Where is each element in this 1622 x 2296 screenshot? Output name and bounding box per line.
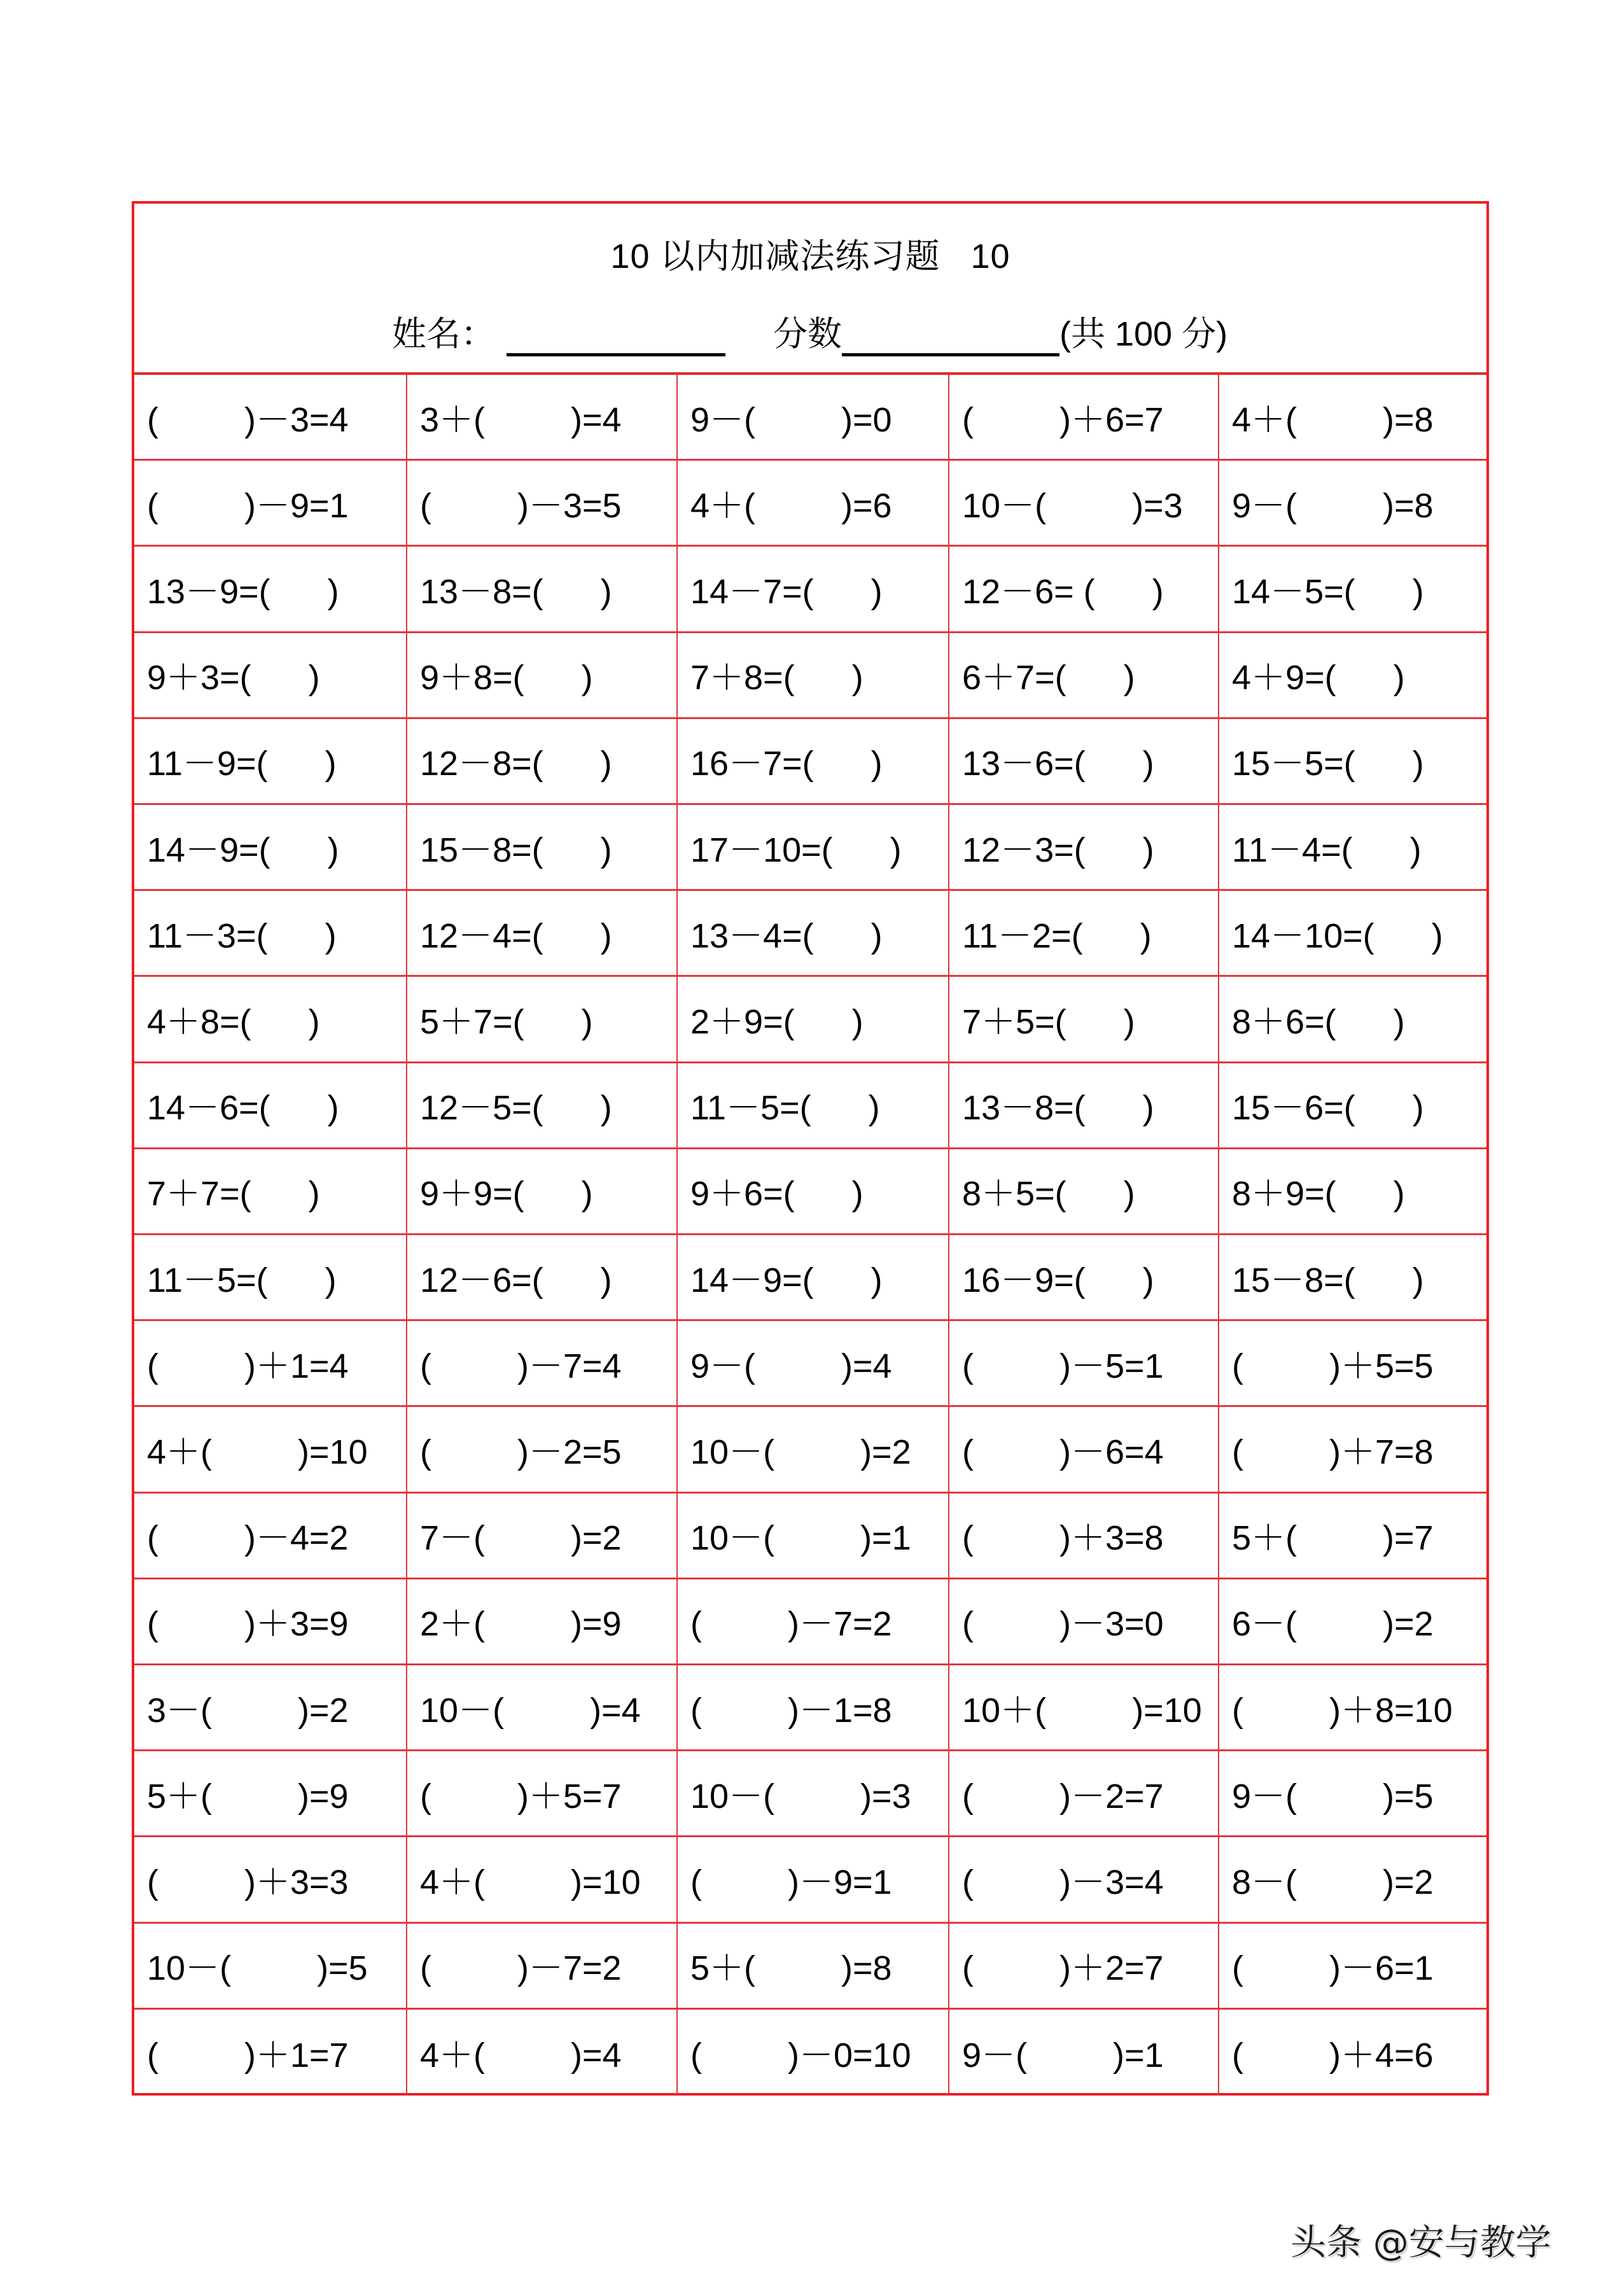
problem-cell[interactable]: 15－6=( ) bbox=[1219, 1063, 1486, 1149]
problem-cell[interactable]: ( )＋1=7 bbox=[134, 2010, 407, 2096]
problem-cell[interactable]: 11－4=( ) bbox=[1219, 805, 1486, 891]
problem-cell[interactable]: 9＋6=( ) bbox=[678, 1149, 949, 1235]
problem-cell[interactable]: 13－6=( ) bbox=[949, 719, 1219, 805]
problem-cell[interactable]: 9－( )=1 bbox=[949, 2010, 1219, 2096]
problem-cell[interactable]: ( )－6=4 bbox=[949, 1407, 1219, 1493]
problem-cell[interactable]: 14－6=( ) bbox=[134, 1063, 407, 1149]
problem-cell[interactable]: ( )－3=5 bbox=[407, 461, 678, 547]
problem-cell[interactable]: ( )＋2=7 bbox=[949, 1924, 1219, 2010]
problem-cell[interactable]: 5＋( )=9 bbox=[134, 1751, 407, 1837]
problem-cell[interactable]: 11－9=( ) bbox=[134, 719, 407, 805]
problem-cell[interactable]: 16－9=( ) bbox=[949, 1235, 1219, 1321]
problem-cell[interactable]: 9＋8=( ) bbox=[407, 633, 678, 719]
problem-cell[interactable]: ( )－3=4 bbox=[949, 1837, 1219, 1923]
problem-cell[interactable]: ( )＋3=3 bbox=[134, 1837, 407, 1923]
problem-cell[interactable]: ( )＋6=7 bbox=[949, 375, 1219, 461]
problem-cell[interactable]: ( )－5=1 bbox=[949, 1321, 1219, 1407]
problem-cell[interactable]: 10－( )=5 bbox=[134, 1924, 407, 2010]
problem-cell[interactable]: 12－4=( ) bbox=[407, 891, 678, 977]
problem-cell[interactable]: ( )－3=0 bbox=[949, 1579, 1219, 1665]
problem-cell[interactable]: 15－8=( ) bbox=[407, 805, 678, 891]
problem-cell[interactable]: 2＋9=( ) bbox=[678, 977, 949, 1063]
problem-cell[interactable]: 7＋8=( ) bbox=[678, 633, 949, 719]
problem-cell[interactable]: 11－5=( ) bbox=[134, 1235, 407, 1321]
problem-cell[interactable]: ( )＋1=4 bbox=[134, 1321, 407, 1407]
problem-cell[interactable]: 14－5=( ) bbox=[1219, 547, 1486, 633]
problem-cell[interactable]: 11－5=( ) bbox=[678, 1063, 949, 1149]
problem-cell[interactable]: 3－( )=2 bbox=[134, 1665, 407, 1751]
problem-cell[interactable]: 15－5=( ) bbox=[1219, 719, 1486, 805]
total-score-label: (共 100 分) bbox=[1059, 315, 1228, 353]
problem-cell[interactable]: 4＋( )=6 bbox=[678, 461, 949, 547]
problem-cell[interactable]: 7－( )=2 bbox=[407, 1494, 678, 1579]
problem-grid bbox=[134, 375, 1486, 2096]
problem-cell[interactable]: 9＋3=( ) bbox=[134, 633, 407, 719]
problem-cell[interactable]: 10－( )=3 bbox=[949, 461, 1219, 547]
problem-cell[interactable]: 17－10=( ) bbox=[678, 805, 949, 891]
problem-cell[interactable]: 12－3=( ) bbox=[949, 805, 1219, 891]
name-blank-field[interactable] bbox=[507, 314, 725, 356]
problem-cell[interactable]: 16－7=( ) bbox=[678, 719, 949, 805]
problem-cell[interactable]: 4＋( )=10 bbox=[407, 1837, 678, 1923]
problem-cell[interactable]: 13－9=( ) bbox=[134, 547, 407, 633]
problem-cell[interactable]: 13－4=( ) bbox=[678, 891, 949, 977]
problem-cell[interactable]: 9－( )=8 bbox=[1219, 461, 1486, 547]
problem-cell[interactable]: 4＋9=( ) bbox=[1219, 633, 1486, 719]
problem-cell[interactable]: 11－3=( ) bbox=[134, 891, 407, 977]
score-blank-field[interactable] bbox=[842, 314, 1059, 356]
problem-cell[interactable]: 9－( )=5 bbox=[1219, 1751, 1486, 1837]
problem-cell[interactable]: 10－( )=2 bbox=[678, 1407, 949, 1493]
problem-cell[interactable]: ( )＋7=8 bbox=[1219, 1407, 1486, 1493]
problem-cell[interactable]: ( )－0=10 bbox=[678, 2010, 949, 2096]
problem-cell[interactable]: 14－10=( ) bbox=[1219, 891, 1486, 977]
problem-cell[interactable]: ( )－7=4 bbox=[407, 1321, 678, 1407]
problem-cell[interactable]: ( )－2=5 bbox=[407, 1407, 678, 1493]
problem-cell[interactable]: 13－8=( ) bbox=[949, 1063, 1219, 1149]
name-label: 姓名： bbox=[392, 315, 495, 353]
problem-cell[interactable]: 4＋8=( ) bbox=[134, 977, 407, 1063]
problem-cell[interactable]: ( )－7=2 bbox=[407, 1924, 678, 2010]
problem-cell[interactable]: ( )＋3=8 bbox=[949, 1494, 1219, 1579]
problem-cell[interactable]: 8－( )=2 bbox=[1219, 1837, 1486, 1923]
problem-cell[interactable]: 15－8=( ) bbox=[1219, 1235, 1486, 1321]
problem-cell[interactable]: 8＋6=( ) bbox=[1219, 977, 1486, 1063]
problem-cell[interactable]: 13－8=( ) bbox=[407, 547, 678, 633]
problem-cell[interactable]: ( )－9=1 bbox=[134, 461, 407, 547]
problem-cell[interactable]: 7＋7=( ) bbox=[134, 1149, 407, 1235]
problem-cell[interactable]: 4＋( )=8 bbox=[1219, 375, 1486, 461]
worksheet-title: 10 以内加减法练习题 10 bbox=[610, 237, 1010, 276]
problem-cell[interactable]: ( )＋5=7 bbox=[407, 1751, 678, 1837]
problem-cell[interactable]: 3＋( )=4 bbox=[407, 375, 678, 461]
problem-cell[interactable]: 10－( )=4 bbox=[407, 1665, 678, 1751]
problem-cell[interactable]: 10＋( )=10 bbox=[949, 1665, 1219, 1751]
problem-cell[interactable]: 4＋( )=10 bbox=[134, 1407, 407, 1493]
problem-cell[interactable]: 14－7=( ) bbox=[678, 547, 949, 633]
problem-cell[interactable]: ( )＋3=9 bbox=[134, 1579, 407, 1665]
problem-cell[interactable]: 12－5=( ) bbox=[407, 1063, 678, 1149]
problem-cell[interactable]: ( )－7=2 bbox=[678, 1579, 949, 1665]
problem-cell[interactable]: ( )－4=2 bbox=[134, 1494, 407, 1579]
worksheet-table bbox=[132, 201, 1489, 2096]
problem-cell[interactable]: 8＋9=( ) bbox=[1219, 1149, 1486, 1235]
student-info-line bbox=[392, 305, 1227, 356]
worksheet-header bbox=[134, 204, 1486, 375]
problem-cell[interactable]: ( )－3=4 bbox=[134, 375, 407, 461]
problem-cell[interactable]: 2＋( )=9 bbox=[407, 1579, 678, 1665]
problem-cell[interactable]: 9－( )=0 bbox=[678, 375, 949, 461]
watermark-text: 头条 @安与教学 bbox=[1290, 2222, 1551, 2264]
problem-cell[interactable]: ( )－6=1 bbox=[1219, 1924, 1486, 2010]
problem-cell[interactable]: ( )－9=1 bbox=[678, 1837, 949, 1923]
problem-cell[interactable]: 14－9=( ) bbox=[678, 1235, 949, 1321]
problem-cell[interactable]: ( )＋5=5 bbox=[1219, 1321, 1486, 1407]
problem-cell[interactable]: 6＋7=( ) bbox=[949, 633, 1219, 719]
problem-cell[interactable]: ( )－2=7 bbox=[949, 1751, 1219, 1837]
problem-cell[interactable]: 10－( )=1 bbox=[678, 1494, 949, 1579]
problem-cell[interactable]: 12－8=( ) bbox=[407, 719, 678, 805]
problem-cell[interactable]: 11－2=( ) bbox=[949, 891, 1219, 977]
score-label: 分数 bbox=[773, 315, 842, 353]
problem-cell[interactable]: 9＋9=( ) bbox=[407, 1149, 678, 1235]
problem-cell[interactable]: ( )＋8=10 bbox=[1219, 1665, 1486, 1751]
problem-cell[interactable]: ( )＋4=6 bbox=[1232, 2036, 1434, 2075]
problem-cell[interactable]: 5＋( )=8 bbox=[678, 1924, 949, 2010]
problem-cell[interactable]: 14－9=( ) bbox=[134, 805, 407, 891]
problem-cell[interactable]: 5＋7=( ) bbox=[407, 977, 678, 1063]
problem-cell[interactable]: 7＋5=( ) bbox=[949, 977, 1219, 1063]
problem-cell[interactable]: 8＋5=( ) bbox=[949, 1149, 1219, 1235]
problem-cell[interactable]: ( )－1=8 bbox=[678, 1665, 949, 1751]
problem-cell[interactable]: 6－( )=2 bbox=[1219, 1579, 1486, 1665]
problem-cell[interactable]: 9－( )=4 bbox=[678, 1321, 949, 1407]
problem-cell[interactable]: 4＋( )=4 bbox=[407, 2010, 678, 2096]
problem-cell[interactable]: 10－( )=3 bbox=[678, 1751, 949, 1837]
problem-cell[interactable]: 5＋( )=7 bbox=[1219, 1494, 1486, 1579]
problem-cell[interactable]: 12－6=( ) bbox=[407, 1235, 678, 1321]
problem-cell[interactable]: 12－6= ( ) bbox=[949, 547, 1219, 633]
